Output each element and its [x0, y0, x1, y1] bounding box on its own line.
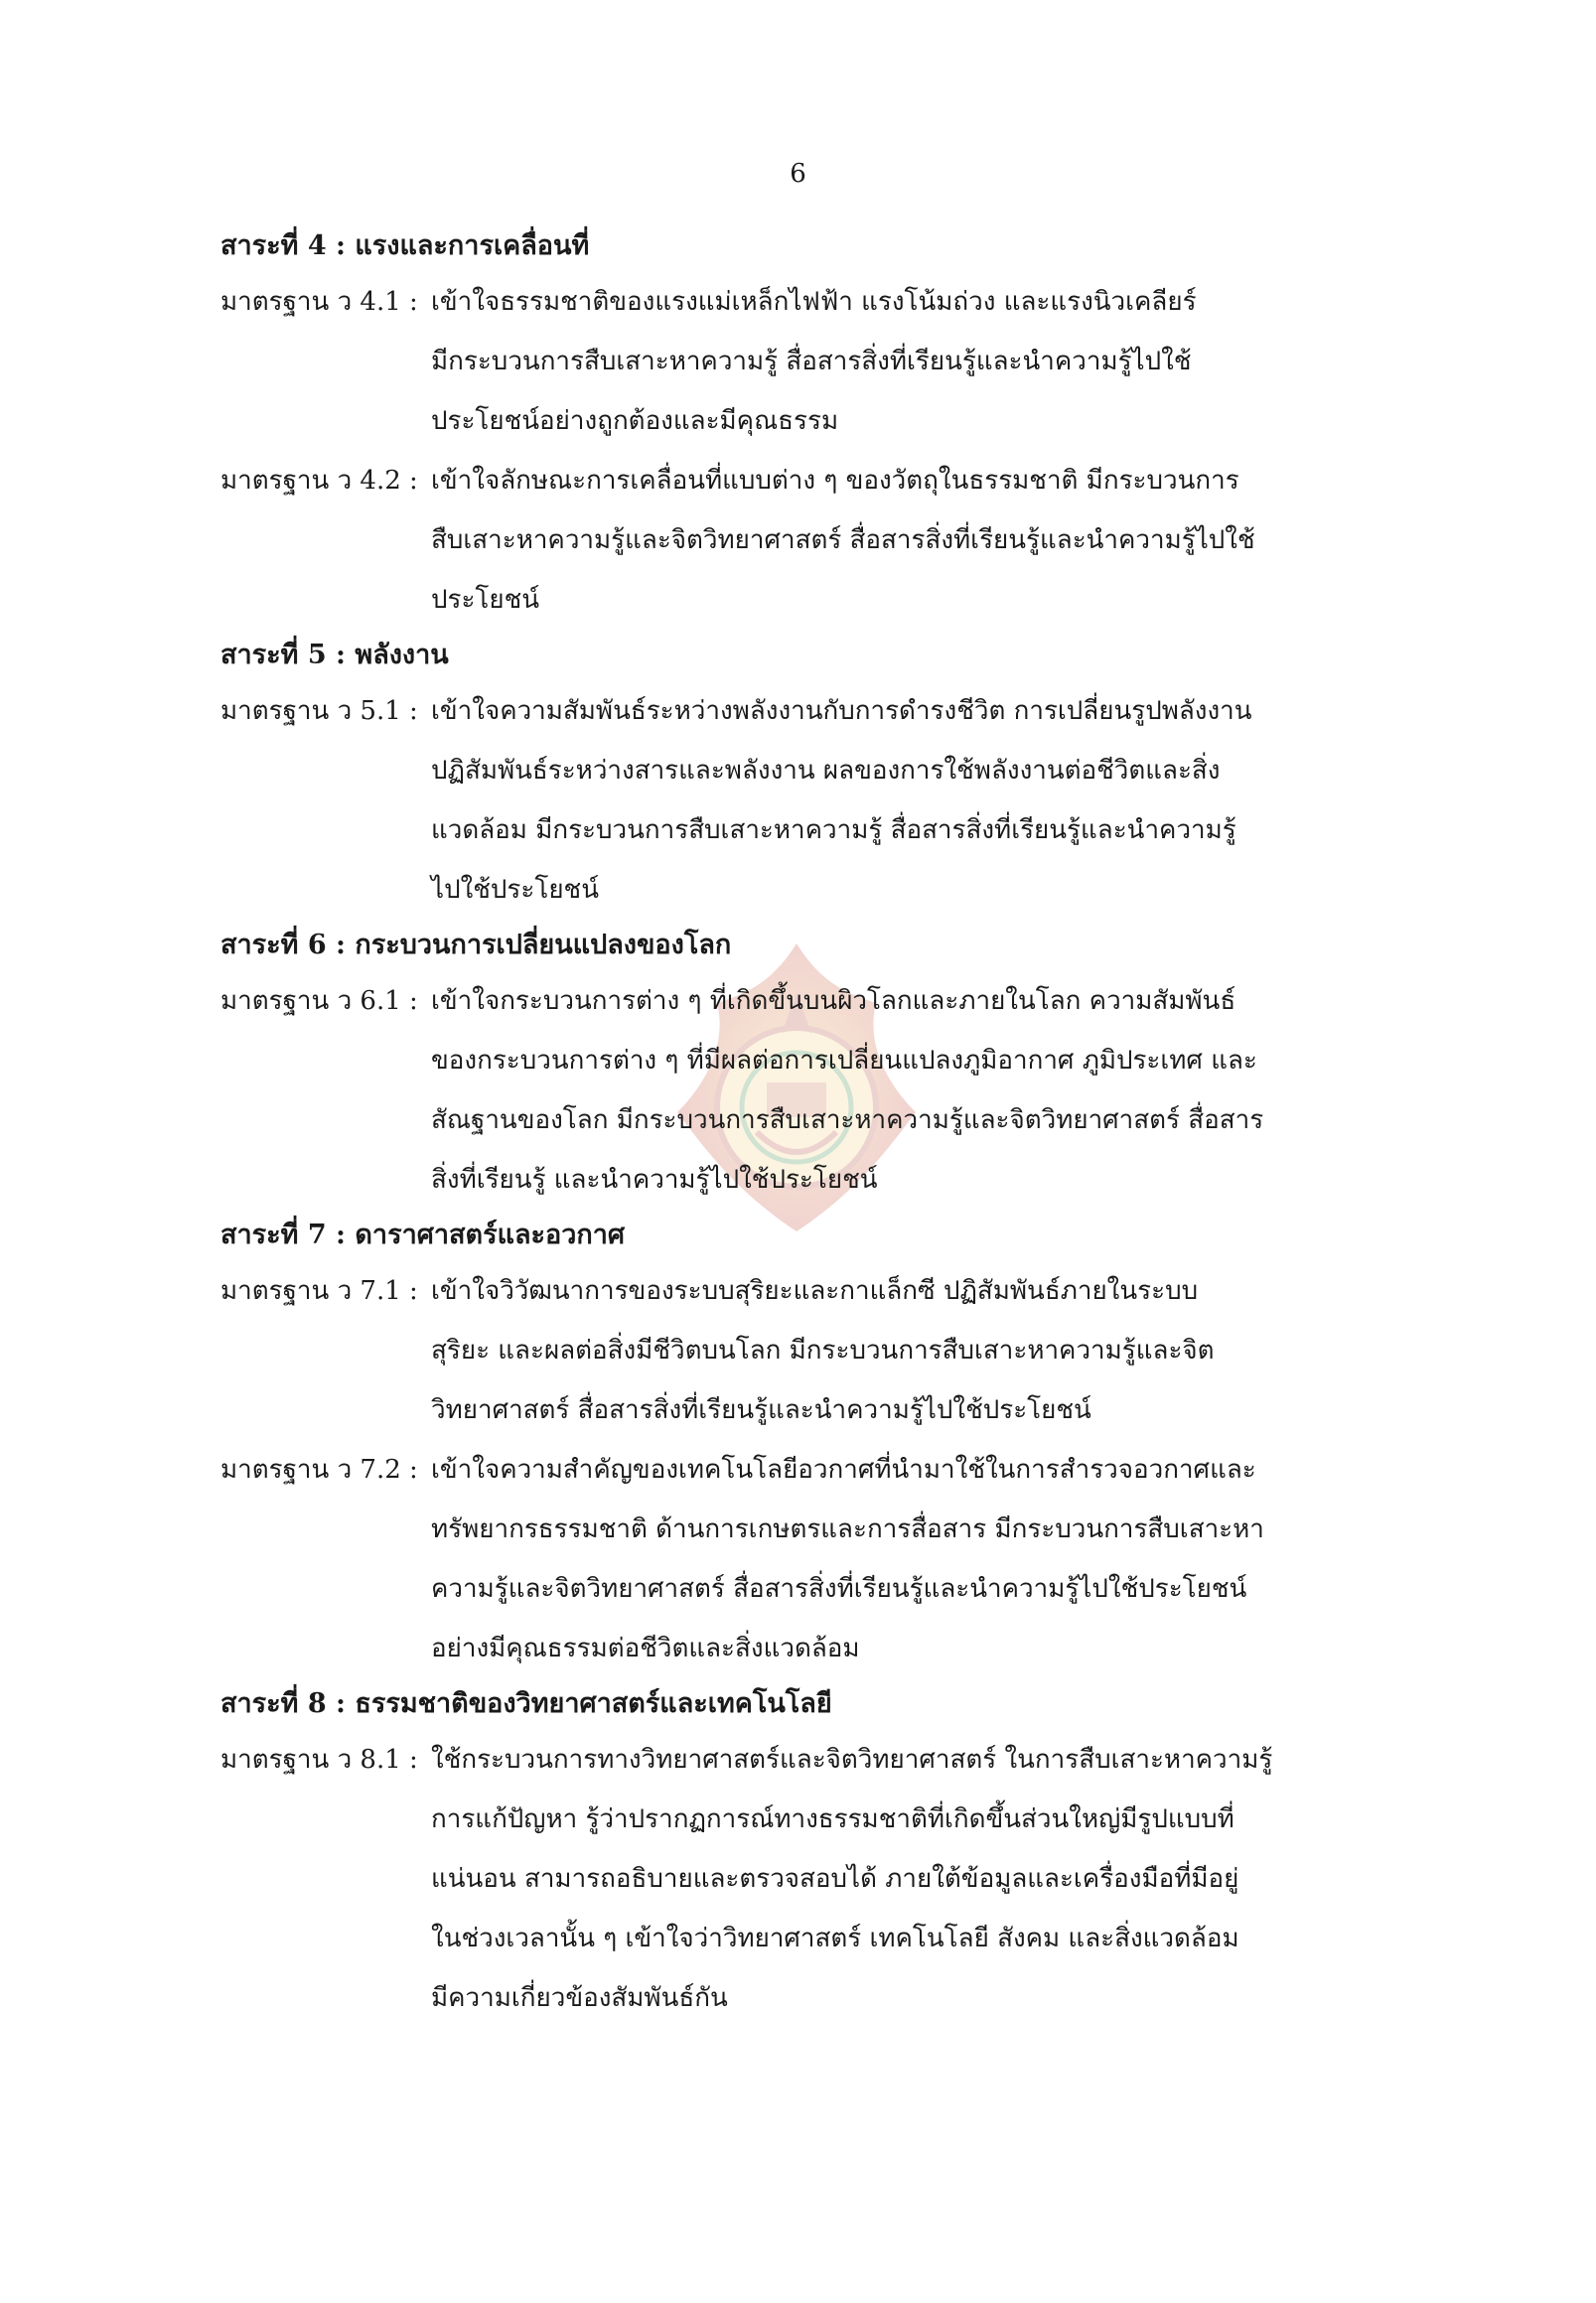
- standard-label: มาตรฐาน ว 4.1 :: [220, 287, 418, 317]
- document-content: [220, 220, 1363, 2028]
- standard-line: เข้าใจกระบวนการต่าง ๆ ที่เกิดขึ้นบนผิวโลกและภายในโลก ความสัมพันธ์: [431, 986, 1236, 1016]
- standard-entry: [220, 451, 1363, 630]
- standard-line: การแก้ปัญหา รู้ว่าปรากฏการณ์ทางธรรมชาติที่เกิดขึ้นส่วนใหญ่มีรูปแบบที่: [431, 1804, 1234, 1834]
- standard-line: ใช้กระบวนการทางวิทยาศาสตร์และจิตวิทยาศาสตร์ ในการสืบเสาะหาความรู้: [431, 1745, 1273, 1775]
- page-number: 6: [790, 159, 806, 189]
- strand-title: สาระที่ 7 : ดาราศาสตร์และอวกาศ: [220, 1220, 626, 1250]
- standard-text: [431, 272, 1363, 451]
- strand-title: สาระที่ 6 : กระบวนการเปลี่ยนแปลงของโลก: [220, 930, 732, 960]
- standard-line: เข้าใจความสำคัญของเทคโนโลยีอวกาศที่นำมาใช้ในการสำรวจอวกาศและ: [431, 1455, 1256, 1485]
- standard-text: [431, 971, 1363, 1210]
- standard-line: สืบเสาะหาความรู้และจิตวิทยาศาสตร์ สื่อสารสิ่งที่เรียนรู้และนำความรู้ไปใช้: [431, 525, 1255, 555]
- standard-label: มาตรฐาน ว 8.1 :: [220, 1745, 418, 1775]
- standard-line: อย่างมีคุณธรรมต่อชีวิตและสิ่งแวดล้อม: [431, 1634, 860, 1663]
- standard-line: ไปใช้ประโยชน์: [431, 875, 599, 905]
- standard-line: มีกระบวนการสืบเสาะหาความรู้ สื่อสารสิ่งที่เรียนรู้และนำความรู้ไปใช้: [431, 347, 1192, 376]
- standard-label: มาตรฐาน ว 7.1 :: [220, 1276, 418, 1306]
- standard-label: มาตรฐาน ว 5.1 :: [220, 696, 418, 726]
- standard-line: เข้าใจความสัมพันธ์ระหว่างพลังงานกับการดำรงชีวิต การเปลี่ยนรูปพลังงาน: [431, 696, 1252, 726]
- standard-text: [431, 681, 1363, 920]
- standard-entry: [220, 1440, 1363, 1678]
- standard-line: สัณฐานของโลก มีกระบวนการสืบเสาะหาความรู้และจิตวิทยาศาสตร์ สื่อสาร: [431, 1105, 1264, 1135]
- standard-label: มาตรฐาน ว 6.1 :: [220, 986, 418, 1016]
- standard-line: แน่นอน สามารถอธิบายและตรวจสอบได้ ภายใต้ข้อมูลและเครื่องมือที่มีอยู่: [431, 1864, 1239, 1894]
- standard-line: ประโยชน์: [431, 585, 540, 615]
- standard-line: สุริยะ และผลต่อสิ่งมีชีวิตบนโลก มีกระบวนการสืบเสาะหาความรู้และจิต: [431, 1336, 1215, 1366]
- standard-label: มาตรฐาน ว 7.2 :: [220, 1455, 418, 1485]
- strand-title: สาระที่ 4 : แรงและการเคลื่อนที่: [220, 230, 590, 261]
- standard-entry: [220, 272, 1363, 451]
- strand-title: สาระที่ 5 : พลังงาน: [220, 640, 449, 670]
- standard-entry: [220, 681, 1363, 920]
- standard-line: แวดล้อม มีกระบวนการสืบเสาะหาความรู้ สื่อสารสิ่งที่เรียนรู้และนำความรู้: [431, 815, 1236, 845]
- standard-line: ความรู้และจิตวิทยาศาสตร์ สื่อสารสิ่งที่เรียนรู้และนำความรู้ไปใช้ประโยชน์: [431, 1574, 1247, 1604]
- standard-line: วิทยาศาสตร์ สื่อสารสิ่งที่เรียนรู้และนำความรู้ไปใช้ประโยชน์: [431, 1395, 1091, 1425]
- standard-line: ทรัพยากรธรรมชาติ ด้านการเกษตรและการสื่อสาร มีกระบวนการสืบเสาะหา: [431, 1514, 1264, 1544]
- standard-line: มีความเกี่ยวข้องสัมพันธ์กัน: [431, 1983, 728, 2013]
- standard-line: สิ่งที่เรียนรู้ และนำความรู้ไปใช้ประโยชน์: [431, 1165, 878, 1195]
- standard-line: ในช่วงเวลานั้น ๆ เข้าใจว่าวิทยาศาสตร์ เทคโนโลยี สังคม และสิ่งแวดล้อม: [431, 1924, 1239, 1953]
- standard-line: เข้าใจลักษณะการเคลื่อนที่แบบต่าง ๆ ของวัตถุในธรรมชาติ มีกระบวนการ: [431, 466, 1239, 496]
- standard-text: [431, 1440, 1363, 1678]
- standard-entry: [220, 1730, 1363, 2028]
- standard-line: ของกระบวนการต่าง ๆ ที่มีผลต่อการเปลี่ยนแปลงภูมิอากาศ ภูมิประเทศ และ: [431, 1046, 1257, 1076]
- standard-line: ปฏิสัมพันธ์ระหว่างสารและพลังงาน ผลของการใช้พลังงานต่อชีวิตและสิ่ง: [431, 756, 1221, 786]
- standard-text: [431, 1730, 1363, 2028]
- standard-entry: [220, 1261, 1363, 1440]
- standard-line: เข้าใจวิวัฒนาการของระบบสุริยะและกาแล็กซี ปฏิสัมพันธ์ภายในระบบ: [431, 1276, 1199, 1306]
- strand-title: สาระที่ 8 : ธรรมชาติของวิทยาศาสตร์และเทคโนโลยี: [220, 1688, 832, 1719]
- standard-entry: [220, 971, 1363, 1210]
- standard-line: ประโยชน์อย่างถูกต้องและมีคุณธรรม: [431, 406, 839, 436]
- standard-line: เข้าใจธรรมชาติของแรงแม่เหล็กไฟฟ้า แรงโน้มถ่วง และแรงนิวเคลียร์: [431, 287, 1197, 317]
- standard-text: [431, 1261, 1363, 1440]
- standard-label: มาตรฐาน ว 4.2 :: [220, 466, 418, 496]
- standard-text: [431, 451, 1363, 630]
